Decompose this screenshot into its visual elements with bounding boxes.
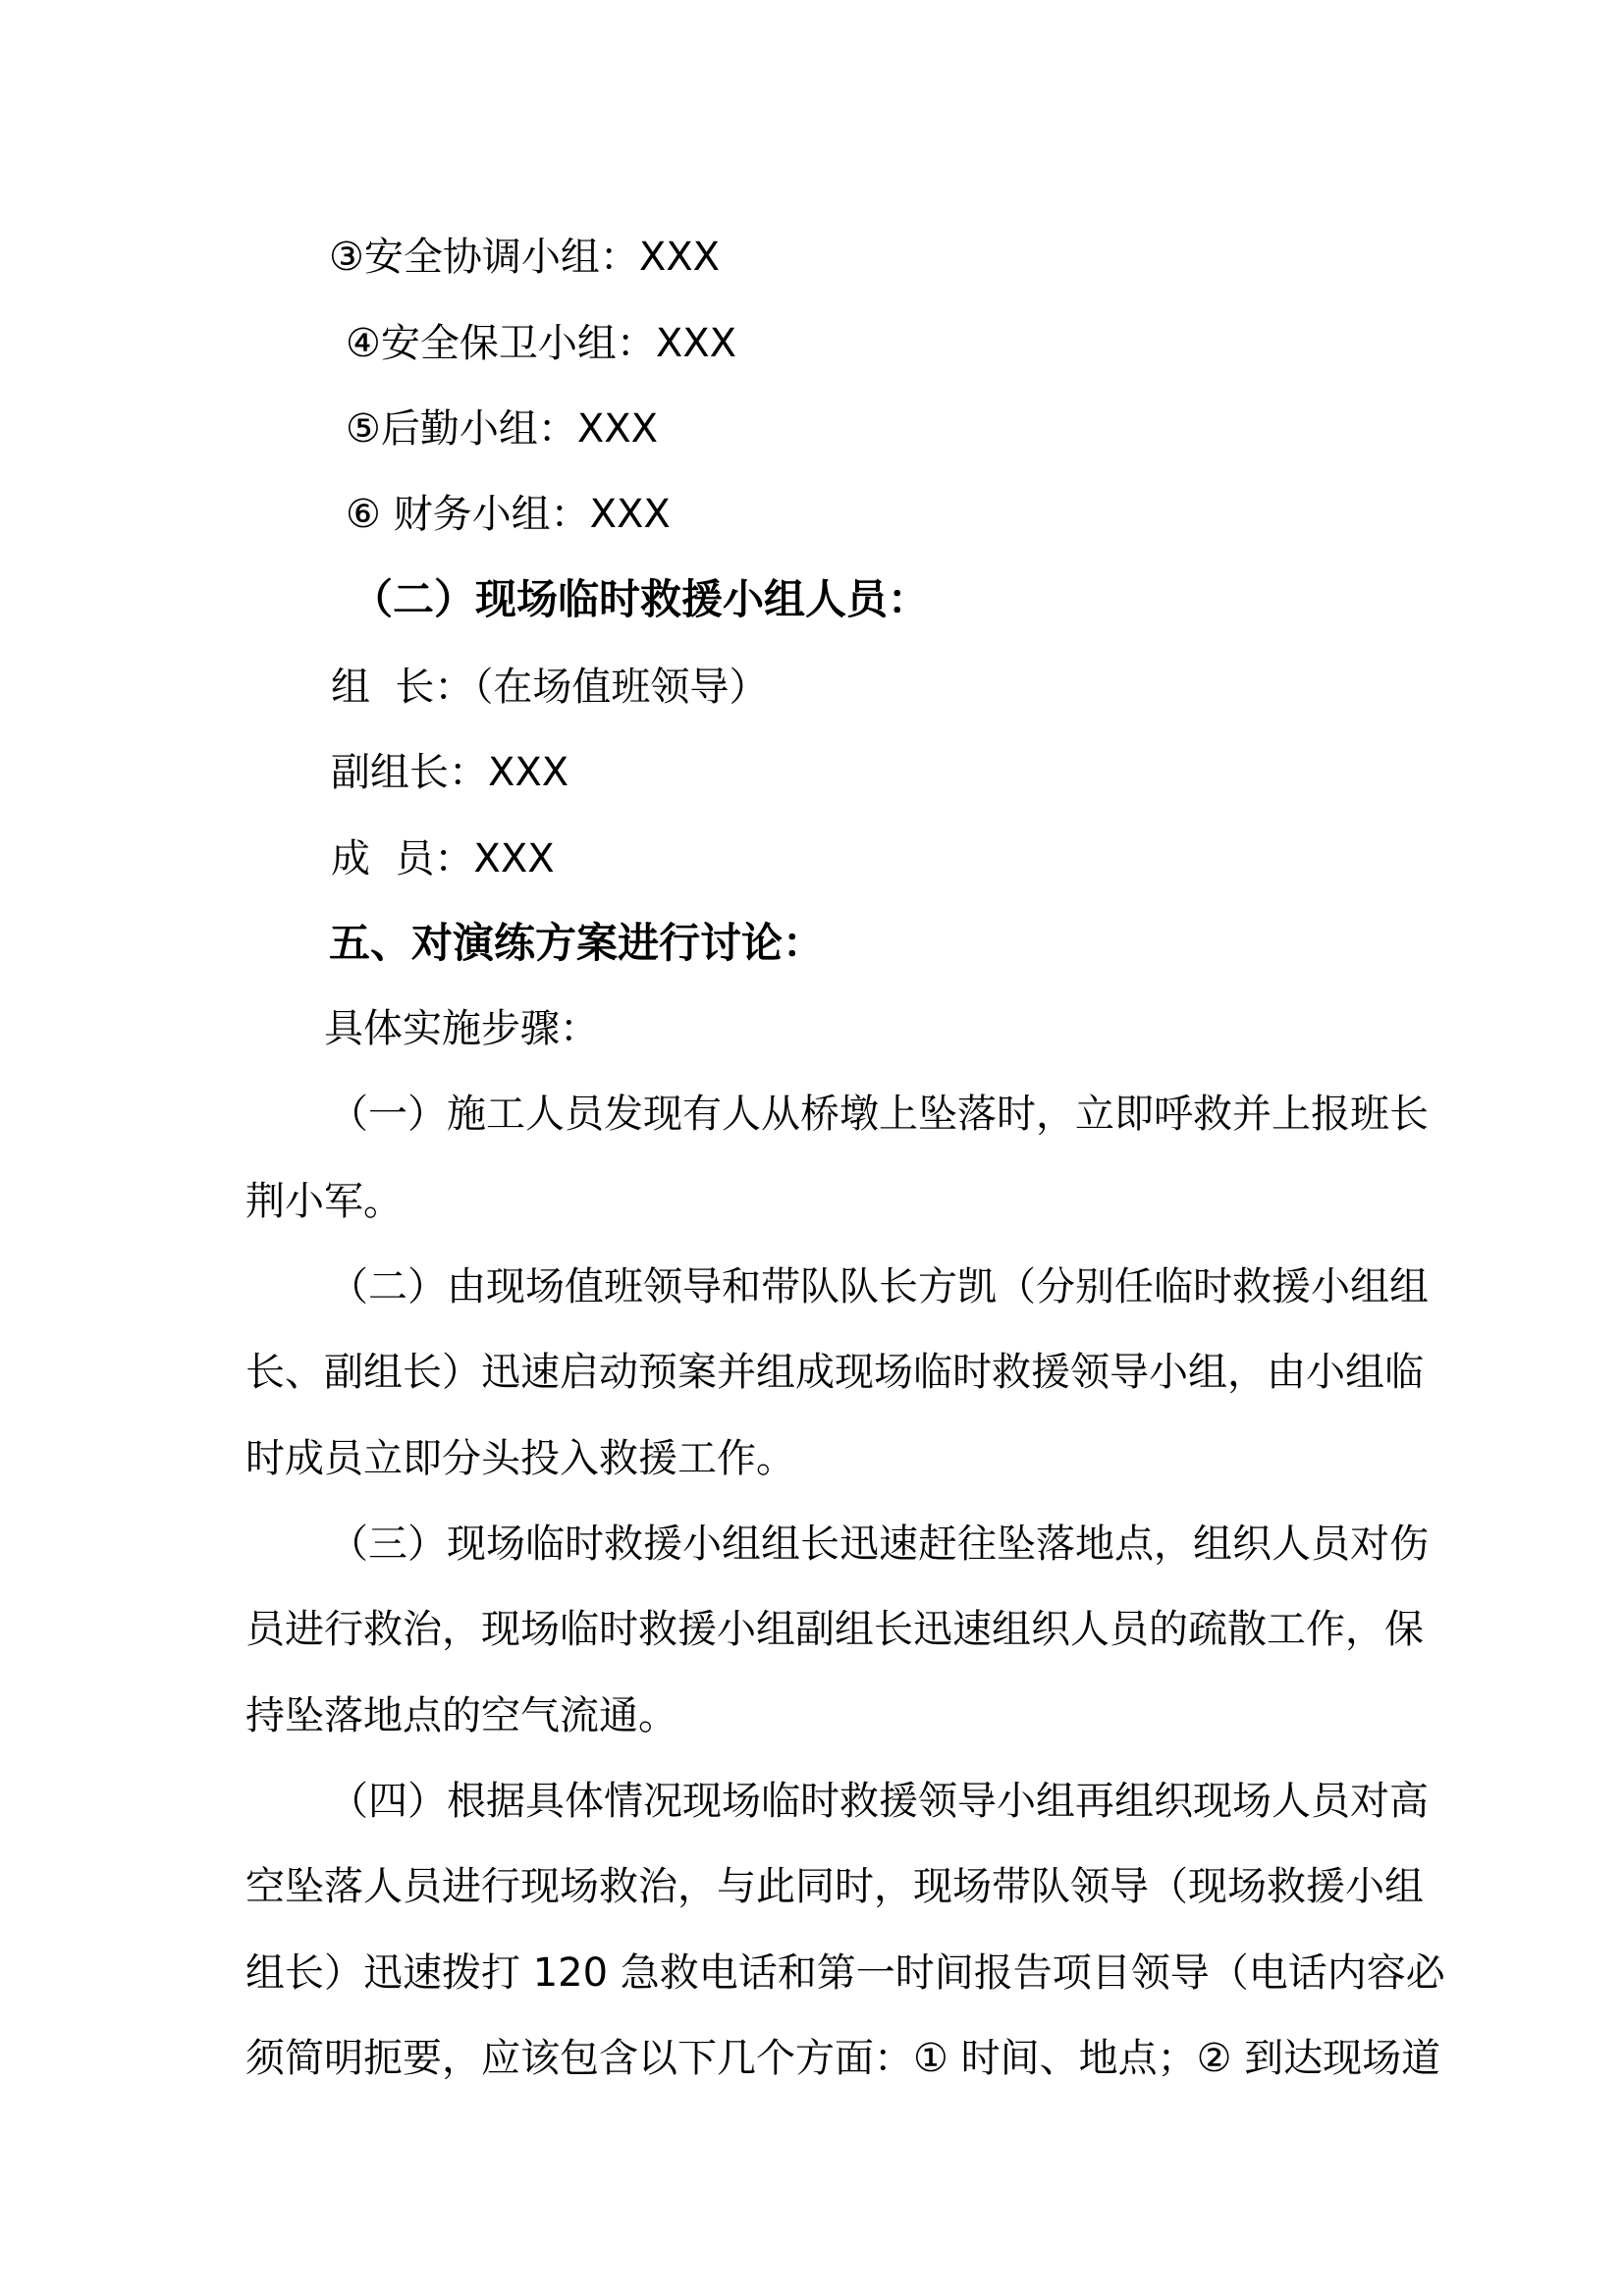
step-four-line-1: （四）根据具体情况现场临时救援领导小组再组织现场人员对高 [329,1779,1429,1824]
rescue-leader-line: 组 长：（在场值班领导） [331,665,769,710]
member-item-logistics: ⑤后勤小组：XXX [346,406,659,452]
step-two-line-3: 时成员立即分头投入救援工作。 [245,1436,795,1481]
rescue-member-line: 成 员：XXX [331,836,555,881]
rescue-deputy-line: 副组长：XXX [331,750,569,795]
step-four-line-2: 空坠落人员进行现场救治，与此同时，现场带队领导（现场救援小组 [245,1864,1424,1909]
step-two-line-2: 长、副组长）迅速启动预案并组成现场临时救援领导小组，由小组临 [245,1350,1424,1395]
member-item-finance: ⑥ 财务小组：XXX [346,492,671,537]
section-two-heading: （二）现场临时救援小组人员： [352,575,930,623]
steps-intro: 具体实施步骤： [324,1006,599,1051]
step-three-line-1: （三）现场临时救援小组组长迅速赶往坠落地点，组织人员对伤 [329,1522,1429,1567]
step-four-line-3: 组长）迅速拨打 120 急救电话和第一时间报告项目领导（电话内容必 [245,1950,1445,1996]
step-four-line-4: 须简明扼要，应该包含以下几个方面：① 时间、地点；② 到达现场道 [245,2036,1441,2081]
member-item-safety-coordination: ③安全协调小组：XXX [329,235,721,280]
step-two-line-1: （二）由现场值班领导和带队队长方凯（分别任临时救援小组组 [329,1264,1429,1309]
step-one-line-2: 荆小军。 [245,1179,403,1224]
step-three-line-3: 持坠落地点的空气流通。 [245,1693,677,1738]
step-one-line-1: （一）施工人员发现有人从桥墩上坠落时，立即呼救并上报班长 [329,1092,1429,1137]
section-five-heading: 五、对演练方案进行讨论： [329,919,825,967]
step-three-line-2: 员进行救治，现场临时救援小组副组长迅速组织人员的疏散工作，保 [245,1607,1424,1652]
member-item-security: ④安全保卫小组：XXX [346,321,737,366]
